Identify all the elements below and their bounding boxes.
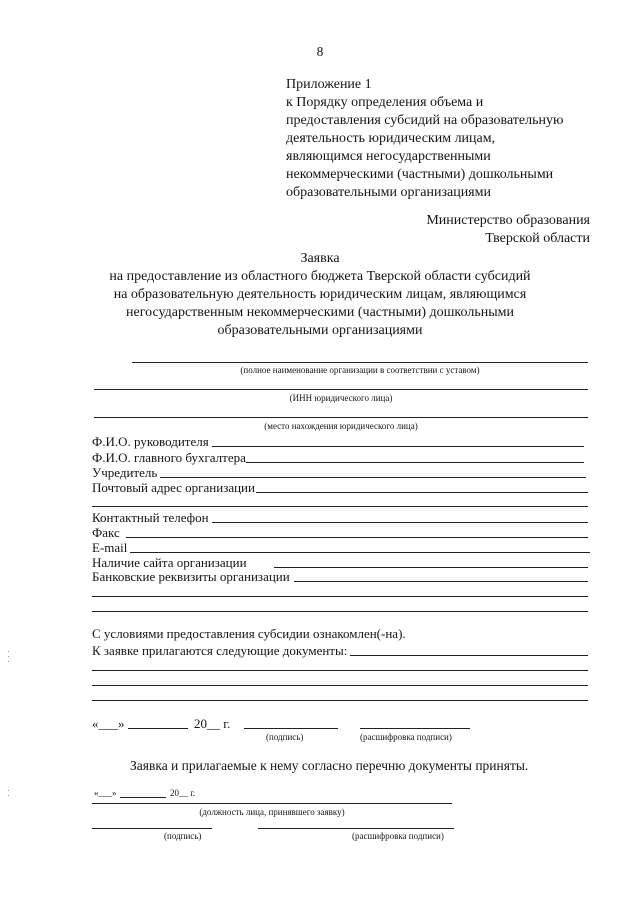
postal-label: Почтовый адрес организации — [92, 480, 255, 495]
acceptance-position-field[interactable] — [92, 803, 452, 804]
applicant-date-month[interactable] — [128, 728, 188, 729]
head-field[interactable] — [212, 446, 584, 447]
appendix-line: к Порядку определения объема и — [286, 95, 484, 110]
email-label: E-mail — [92, 540, 128, 555]
appendix-line: являющимся негосударственными — [286, 149, 491, 164]
appendix-line: некоммерческими (частными) дошкольными — [286, 167, 554, 182]
applicant-signature-field[interactable] — [244, 728, 338, 729]
documents-field-extra[interactable] — [92, 700, 588, 701]
scan-mark — [8, 661, 9, 662]
form-subtitle — [40, 268, 600, 340]
acceptance-signature-caption: (подпись) — [164, 831, 202, 841]
bank-field-extra[interactable] — [92, 596, 588, 597]
org-name-line[interactable] — [132, 362, 588, 363]
scan-mark — [8, 656, 9, 657]
appendix-line: Приложение 1 — [286, 77, 372, 92]
appendix-line: образовательными организациями — [286, 185, 491, 200]
phone-label: Контактный телефон — [92, 510, 209, 525]
page-number: 8 — [316, 44, 324, 59]
phone-field[interactable] — [212, 522, 588, 523]
acceptance-date-year: 20__ г. — [170, 788, 196, 798]
appendix-line: предоставления субсидий на образовательную — [286, 113, 564, 128]
subtitle-line: негосударственным некоммерческими (частными) дошкольными — [126, 305, 514, 320]
addressee-line-2: Тверской области — [485, 231, 590, 246]
bank-field-extra[interactable] — [92, 611, 588, 612]
acceptance-statement: Заявка и прилагаемые к нему согласно перечню документы приняты. — [130, 758, 529, 773]
founder-field[interactable] — [160, 477, 586, 478]
documents-statement: К заявке прилагаются следующие документы: — [92, 643, 348, 658]
documents-field-extra[interactable] — [92, 670, 588, 671]
acceptance-date-day: «___» — [94, 788, 117, 798]
scan-mark — [8, 790, 9, 791]
acceptance-decoding-caption: (расшифровка подписи) — [352, 831, 444, 841]
fax-label: Факс — [92, 525, 120, 540]
subtitle-line: на предоставление из областного бюджета Тверской области субсидий — [109, 269, 531, 284]
form-title: Заявка — [300, 251, 340, 266]
documents-field-extra[interactable] — [92, 685, 588, 686]
appendix-block — [286, 76, 563, 202]
subtitle-line: образовательными организациями — [217, 323, 423, 338]
accountant-label: Ф.И.О. главного бухгалтера — [92, 450, 246, 465]
location-line[interactable] — [94, 417, 588, 418]
postal-field[interactable] — [256, 492, 588, 493]
accountant-field[interactable] — [246, 462, 584, 463]
acceptance-date-month[interactable] — [120, 797, 166, 798]
applicant-decoding-caption: (расшифровка подписи) — [360, 732, 452, 742]
bank-label: Банковские реквизиты организации — [92, 569, 290, 584]
addressee-line-1: Министерство образования — [426, 213, 590, 228]
founder-label: Учредитель — [92, 465, 158, 480]
inn-line[interactable] — [94, 389, 588, 390]
scan-mark — [8, 795, 9, 796]
org-name-caption: (полное наименование организации в соответствии с уставом) — [240, 365, 480, 375]
applicant-date-year: 20__ г. — [194, 716, 231, 731]
head-label: Ф.И.О. руководителя — [92, 434, 209, 449]
location-caption: (место нахождения юридического лица) — [264, 421, 418, 431]
fax-field[interactable] — [126, 537, 588, 538]
email-field[interactable] — [130, 552, 590, 553]
bank-field[interactable] — [294, 581, 588, 582]
postal-field-extra[interactable] — [92, 506, 588, 507]
website-label: Наличие сайта организации — [92, 555, 247, 570]
acceptance-decoding-field[interactable] — [258, 828, 454, 829]
applicant-signature-caption: (подпись) — [266, 732, 304, 742]
conditions-statement: С условиями предоставления субсидии ознакомлен(-на). — [92, 626, 406, 641]
acceptance-signature-field[interactable] — [92, 828, 212, 829]
scan-mark — [8, 651, 9, 652]
website-field[interactable] — [274, 567, 588, 568]
acceptance-position-caption: (должность лица, принявшего заявку) — [199, 807, 345, 817]
subtitle-line: на образовательную деятельность юридическим лицам, являющимся — [113, 287, 527, 302]
applicant-decoding-field[interactable] — [360, 728, 470, 729]
appendix-line: деятельность юридическим лицам, — [286, 131, 496, 146]
documents-field[interactable] — [350, 655, 588, 656]
inn-caption: (ИНН юридического лица) — [289, 393, 393, 403]
applicant-date-day: «___» — [92, 716, 125, 731]
